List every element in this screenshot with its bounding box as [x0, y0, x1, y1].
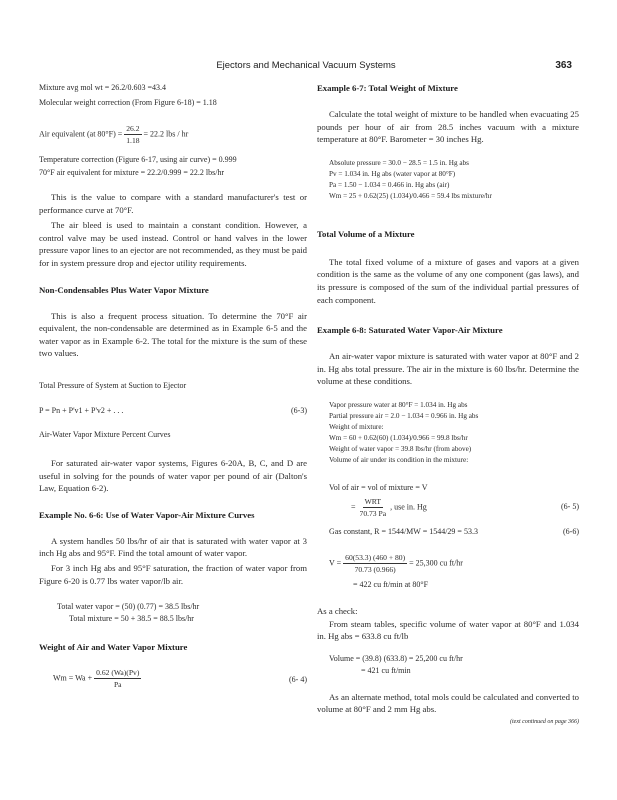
running-header	[40, 60, 572, 74]
air-equivalent-70f: 70°F air equivalent for mixture = 22.2/0.999 = 22.2 lbs/hr	[39, 168, 225, 177]
right-column	[317, 82, 579, 725]
fraction-numerator: WRT	[364, 496, 382, 506]
total-mixture: Total mixture = 50 + 38.5 = 88.5 lbs/hr	[69, 614, 194, 624]
calc-line: Pv = 1.034 in. Hg abs (water vapor at 80°F)	[329, 169, 456, 178]
calc-line: Wm = 60 + 0.62(60) (1.034)/0.966 = 99.8 lbs/hr	[329, 433, 468, 442]
paragraph: For saturated air-water vapor systems, Figures 6-20A, B, C, and D are useful in solving for the pounds of water vapor per pound of air (Dalton's Law, Equation 6-2).	[39, 457, 307, 494]
equation-number: (6- 4)	[289, 675, 307, 685]
subsection-title: Total Pressure of System at Suction to Ejector	[39, 380, 187, 390]
left-column	[39, 82, 307, 690]
air-equivalent-label: Air equivalent (at 80°F) =	[39, 129, 123, 139]
equation-6-5	[317, 496, 579, 519]
temperature-correction: Temperature correction (Figure 6-17, using air curve) = 0.999	[39, 155, 237, 164]
equation-fraction	[94, 667, 141, 690]
example-heading: Example 6-7: Total Weight of Mixture	[317, 83, 458, 93]
volume-of-air-line: Vol of air = vol of mixture = V	[329, 482, 428, 492]
paragraph: The air bleed is used to maintain a constant condition. However, a control valve may be used instead. Control or hand valves in the lower pressure vapor lines to an ejector are not recommended, as they must be paid for in system pressure drop and ejector utility requirements.	[39, 220, 307, 268]
fraction-denominator: 1.18	[126, 136, 140, 145]
calc-line: Pa = 1.50 − 1.034 = 0.466 in. Hg abs (air)	[329, 180, 450, 189]
equation-6-3	[39, 406, 307, 415]
equation-lhs: V =	[329, 558, 342, 568]
equation-number: (6-6)	[563, 526, 579, 536]
equation-lhs: Wm = Wa +	[53, 673, 93, 683]
check-label: As a check:	[317, 605, 358, 616]
total-water-vapor: Total water vapor = (50) (0.77) = 38.5 lbs/hr	[57, 602, 200, 612]
equation-body: P = Pn + P'v1 + P'v2 + . . .	[39, 405, 124, 415]
equation-fraction	[343, 552, 407, 575]
calc-line: Weight of water vapor = 39.8 lbs/hr (from above)	[329, 444, 472, 453]
subsection-title: Air-Water Vapor Mixture Percent Curves	[39, 429, 171, 439]
example-heading: Example 6-8: Saturated Water Vapor-Air Mixture	[317, 325, 503, 336]
equation-6-6	[317, 527, 579, 536]
paragraph: A system handles 50 lbs/hr of air that is saturated with water vapor at 3 inch Hg abs and 95°F. Find the total amount of water vapor.	[39, 535, 307, 559]
paragraph: From steam tables, specific volume of water vapor at 80°F and 1.034 in. Hg abs = 633.8 cu ft/lb	[317, 618, 579, 642]
fraction-denominator: 70.73 (0.966)	[354, 564, 396, 574]
section-heading: Weight of Air and Water Vapor Mixture	[39, 642, 188, 653]
calc-line: Volume of air under its condition in the mixture:	[329, 455, 469, 464]
check-volume-per-minute: = 421 cu ft/min	[361, 665, 411, 675]
section-heading: Total Volume of a Mixture	[317, 228, 415, 239]
calc-line: Partial pressure air = 2.0 − 1.034 = 0.966 in. Hg abs	[329, 411, 479, 420]
example-heading: Example No. 6-6: Use of Water Vapor-Air Mixture Curves	[39, 509, 255, 520]
equation-note: , use in. Hg	[390, 502, 427, 512]
calc-line: Wm = 25 + 0.62(25) (1.034)/0.466 = 59.4 lbs mixture/hr	[329, 191, 492, 200]
fraction-numerator: 0.62 (Wa)(Pv)	[96, 668, 140, 678]
fraction-numerator: 60(53.3) (460 + 80)	[345, 552, 406, 562]
equation-6-4	[39, 667, 307, 690]
equation-fraction	[358, 496, 389, 519]
calc-line: Vapor pressure water at 80°F = 1.034 in. Hg abs	[329, 400, 468, 409]
equation-number: (6- 5)	[561, 501, 579, 511]
gas-constant: Gas constant, R = 1544/MW = 1544/29 = 53.3	[329, 526, 478, 536]
paragraph: This is also a frequent process situation. To determine the 70°F air equivalent, the non-condensable are determined as in Example 6-5 and the water vapor as in Example 6-2. The total for the mixture is the sum of these two values.	[39, 310, 307, 359]
volume-per-minute: = 422 cu ft/min at 80°F	[353, 579, 429, 589]
fraction-denominator: Pa	[113, 680, 122, 690]
mixture-mol-wt: Mixture avg mol wt = 26.2/0.603 =43.4	[39, 83, 167, 92]
paragraph: For 3 inch Hg abs and 95°F saturation, the fraction of water vapor from Figure 6-20 is 0.77 lbs water vapor/lb air.	[39, 562, 307, 586]
chapter-title: Ejectors and Mechanical Vacuum Systems	[216, 60, 396, 71]
fraction-denominator: 70.73 Pa	[359, 508, 387, 518]
equation-number: (6-3)	[291, 405, 307, 415]
air-equivalent-fraction	[124, 123, 141, 146]
paragraph: As an alternate method, total mols could be calculated and converted to volume at 80°F and 2 mm Hg abs.	[317, 691, 579, 715]
paragraph: An air-water vapor mixture is saturated with water vapor at 80°F and 2 in. Hg abs total pressure. The air in the mixture is 60 lbs/hr. Determine the volume at these conditions.	[317, 351, 579, 387]
page-number: 363	[555, 60, 572, 71]
section-heading: Non-Condensables Plus Water Vapor Mixture	[39, 284, 209, 295]
check-volume: Volume = (39.8) (633.8) = 25,200 cu ft/hr	[329, 653, 463, 663]
volume-equation	[317, 552, 579, 575]
paragraph: The total fixed volume of a mixture of gases and vapors at a given condition is the same as the volume of any one component (gas laws), and its pressure is composed of the sum of the individual partial pressures of each component.	[317, 256, 579, 305]
paragraph: This is the value to compare with a standard manufacturer's test or performance curve at 70°F.	[39, 192, 307, 215]
equation-result: = 25,300 cu ft/hr	[409, 558, 463, 568]
calc-line: Absolute pressure = 30.0 − 28.5 = 1.5 in. Hg abs	[329, 158, 469, 167]
paragraph: Calculate the total weight of mixture to be handled when evacuating 25 pounds per hour of air from 28.5 inches vacuum with a mixture temperature at 80°F. Barometer = 30 inches Hg.	[317, 109, 579, 145]
air-equivalent-result: = 22.2 lbs / hr	[143, 129, 189, 139]
continuation-note: (text continued on page 366)	[510, 718, 579, 725]
mol-wt-correction: Molecular weight correction (From Figure 6-18) = 1.18	[39, 98, 217, 107]
calc-line: Weight of mixture:	[329, 422, 384, 431]
air-equivalent-equation	[39, 123, 307, 146]
equals-sign: =	[351, 502, 356, 512]
fraction-numerator: 26.2	[126, 124, 140, 133]
